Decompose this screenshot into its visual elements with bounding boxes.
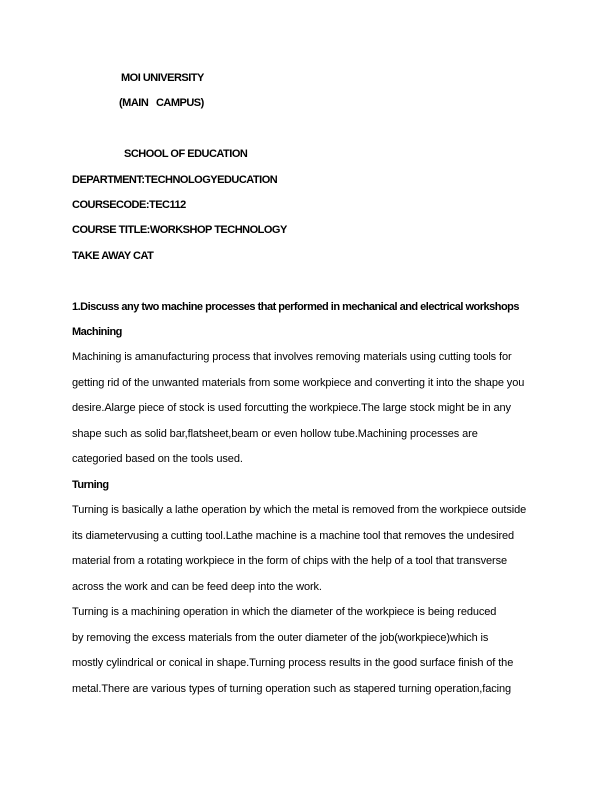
turning-heading: Turning xyxy=(72,479,109,491)
question-heading: 1.Discuss any two machine processes that performed in mechanical and electrical workshops xyxy=(72,301,520,313)
paragraph-line: Turning is basically a lathe operation by which the metal is removed from the workpiece outside xyxy=(72,504,527,516)
paragraph-line: metal.There are various types of turning operation such as stapered turning operation,facing xyxy=(72,682,512,695)
paragraph-line: material from a rotating workpiece in the form of chips with the help of a tool that transverse xyxy=(72,555,507,567)
paragraph-line: categoried based on the tools used. xyxy=(72,453,243,465)
paragraph-line: its diametervusing a cutting tool.Lathe machine is a machine tool that removes the undesired xyxy=(72,529,515,542)
university-name: MOI UNIVERSITY xyxy=(121,72,204,84)
paragraph-line: across the work and can be feed deep into the work. xyxy=(72,580,322,593)
campus-name: (MAIN CAMPUS) xyxy=(119,97,204,109)
course-title-line: COURSE TITLE:WORKSHOP TECHNOLOGY xyxy=(72,224,287,236)
paragraph-line: by removing the excess materials from the outer diameter of the job(workpiece)which is xyxy=(72,631,489,644)
department-line: DEPARTMENT:TECHNOLOGYEDUCATION xyxy=(72,174,278,186)
paragraph-line: getting rid of the unwanted materials from some workpiece and converting it into the shape you xyxy=(72,376,525,389)
machining-heading: Machining xyxy=(72,326,122,338)
paragraph-line: shape such as solid bar,flatsheet,beam or even hollow tube.Machining processes are xyxy=(72,427,478,440)
paragraph-line: mostly cylindrical or conical in shape.Turning process results in the good surface finish of the xyxy=(72,657,514,669)
school-name: SCHOOL OF EDUCATION xyxy=(124,148,248,160)
course-code-line: COURSECODE:TEC112 xyxy=(72,199,186,211)
turning-paragraph-2 xyxy=(72,600,542,702)
paragraph-line: desire.Alarge piece of stock is used forcutting the workpiece.The large stock might be in any xyxy=(72,402,511,414)
turning-paragraph-1 xyxy=(72,498,542,600)
paragraph-line: Turning is a machining operation in which the diameter of the workpiece is being reduced xyxy=(72,606,497,618)
paragraph-line: Machining is amanufacturing process that involves removing materials using cutting tools for xyxy=(72,351,512,363)
assessment-line: TAKE AWAY CAT xyxy=(72,250,154,262)
machining-paragraph xyxy=(72,345,542,473)
